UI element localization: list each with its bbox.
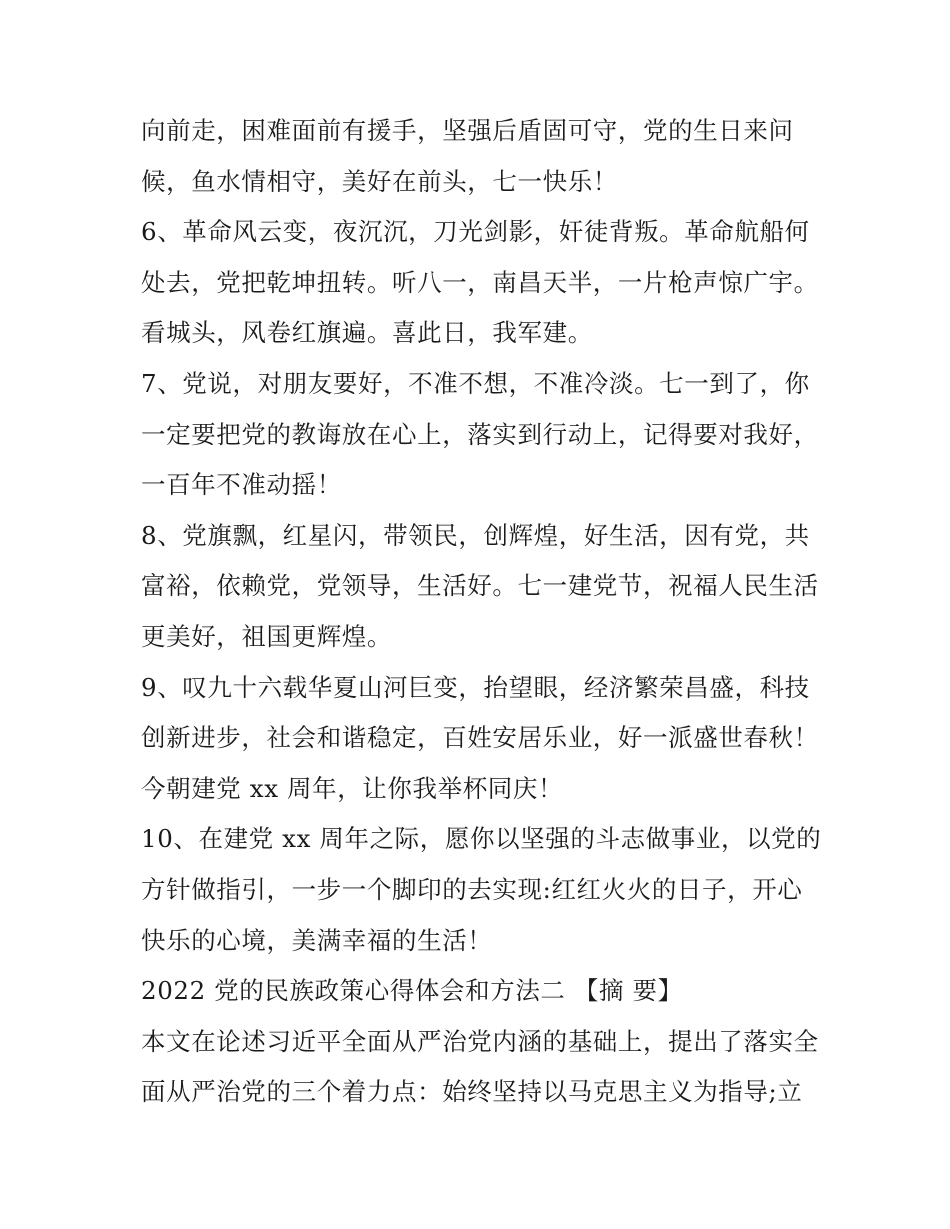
text-line: 更美好，祖国更辉煌。 [141,621,392,651]
text-line: 处去，党把乾坤扭转。听八一，南昌天半，一片枪声惊广宇。 [141,267,819,297]
text-line: 今朝建党 xx 周年，让你我举杯同庆！ [141,773,564,803]
text-line: 快乐的心境，美满幸福的生活！ [141,925,493,955]
text-line: 看城头，风卷红旗遍。喜此日，我军建。 [141,318,593,348]
text-line: 方针做指引，一步一个脚印的去实现:红红火火的日子，开心 [141,874,803,904]
text-line: 一定要把党的教诲放在心上，落实到行动上，记得要对我好， [141,419,819,449]
text-line: 7、党说，对朋友要好，不准不想，不准冷淡。七一到了，你 [141,368,810,398]
text-line: 10、在建党 xx 周年之际，愿你以坚强的斗志做事业，以党的 [141,824,822,854]
text-line: 创新进步，社会和谐稳定，百姓安居乐业，好一派盛世春秋！ [141,723,819,753]
text-line: 面从严治党的三个着力点：始终坚持以马克思主义为指导;立 [141,1077,803,1107]
text-line: 富裕，依赖党，党领导，生活好。七一建党节，祝福人民生活 [141,571,819,601]
text-line: 8、党旗飘，红星闪，带领民，创辉煌，好生活，因有党，共 [141,520,810,550]
text-line: 6、革命风云变，夜沉沉，刀光剑影，奸徒背叛。革命航船何 [141,217,810,247]
text-line: 向前走，困难面前有援手，坚强后盾固可守，党的生日来问 [141,116,794,145]
text-line: 9、叹九十六载华夏山河巨变，抬望眼，经济繁荣昌盛，科技 [141,672,810,702]
section-heading: 2022 党的民族政策心得体会和方法二 【摘 要】 [141,976,683,1006]
text-line: 本文在论述习近平全面从严治党内涵的基础上，提出了落实全 [141,1026,819,1056]
body-text [141,106,821,1118]
text-line: 一百年不准动摇！ [141,470,342,500]
text-line: 候，鱼水情相守，美好在前头，七一快乐！ [141,166,618,196]
